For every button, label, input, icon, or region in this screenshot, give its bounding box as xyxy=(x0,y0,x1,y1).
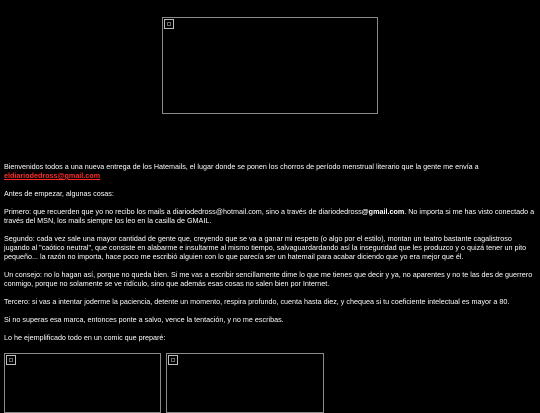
broken-image-icon xyxy=(168,355,178,365)
first-point-paragraph xyxy=(4,207,536,225)
broken-image-icon xyxy=(6,355,16,365)
advice-paragraph: Un consejo: no lo hagan así, porque no queda bien. Si me vas a escribir sencillamente dime lo que me tienes que decir y ya, no aparentes y no te las des de guerrero conmigo, porque no solamente se ve ridículo, sino que además esas cosas no salen bien por Internet. xyxy=(4,270,533,288)
post-body xyxy=(4,162,536,351)
comic-intro-paragraph: Lo he ejemplificado todo en un comic que preparé: xyxy=(4,333,166,342)
header-image xyxy=(162,17,378,114)
third-point-paragraph: Tercero: si vas a intentar joderme la paciencia, detente un momento, respira profundo, cuenta hasta diez, y chequea si tu coeficiente intelectual es mayor a 80. xyxy=(4,297,510,306)
email-link[interactable]: eldiariodedross@gmail.com xyxy=(4,171,101,180)
warning-paragraph: Si no superas esa marca, entonces ponte a salvo, vence la tentación, y no me escribas. xyxy=(4,315,284,324)
comic-image-1 xyxy=(4,353,161,413)
first-point-text-b: . No importa si me has visto conectado a través del MSN, los mails siempre los leo en la casilla de GMAIL. xyxy=(4,207,535,225)
first-point-text-a: Primero: que recuerden que yo no recibo los mails a diariodedross@hotmail.com, sino a través de diariodedross xyxy=(4,207,362,216)
first-point-bold: @gmail.com xyxy=(361,207,405,216)
broken-image-icon xyxy=(164,19,174,29)
second-point-paragraph: Segundo: cada vez sale una mayor cantidad de gente que, creyendo que se va a ganar mi respeto (o algo por el estilo), montan un teatro bastante cagalistroso jugando al "caótico neutral", que consiste en alabarme e insultarme al mismo tiempo, salvaguardardando así la inseguridad que les produzco y o quizá tener un pito pequeño... la razón no importa, hace poco me escribió alguien con lo que parecía ser un hatemail para acabar diciendo que yo era mejor que él. xyxy=(4,234,527,261)
intro-paragraph xyxy=(4,162,536,180)
comic-image-2 xyxy=(166,353,324,413)
preface-paragraph: Antes de empezar, algunas cosas: xyxy=(4,189,114,198)
intro-text: Bienvenidos todos a una nueva entrega de los Hatemails, el lugar donde se ponen los chorros de período menstrual literario que la gente me envía a xyxy=(4,162,479,171)
